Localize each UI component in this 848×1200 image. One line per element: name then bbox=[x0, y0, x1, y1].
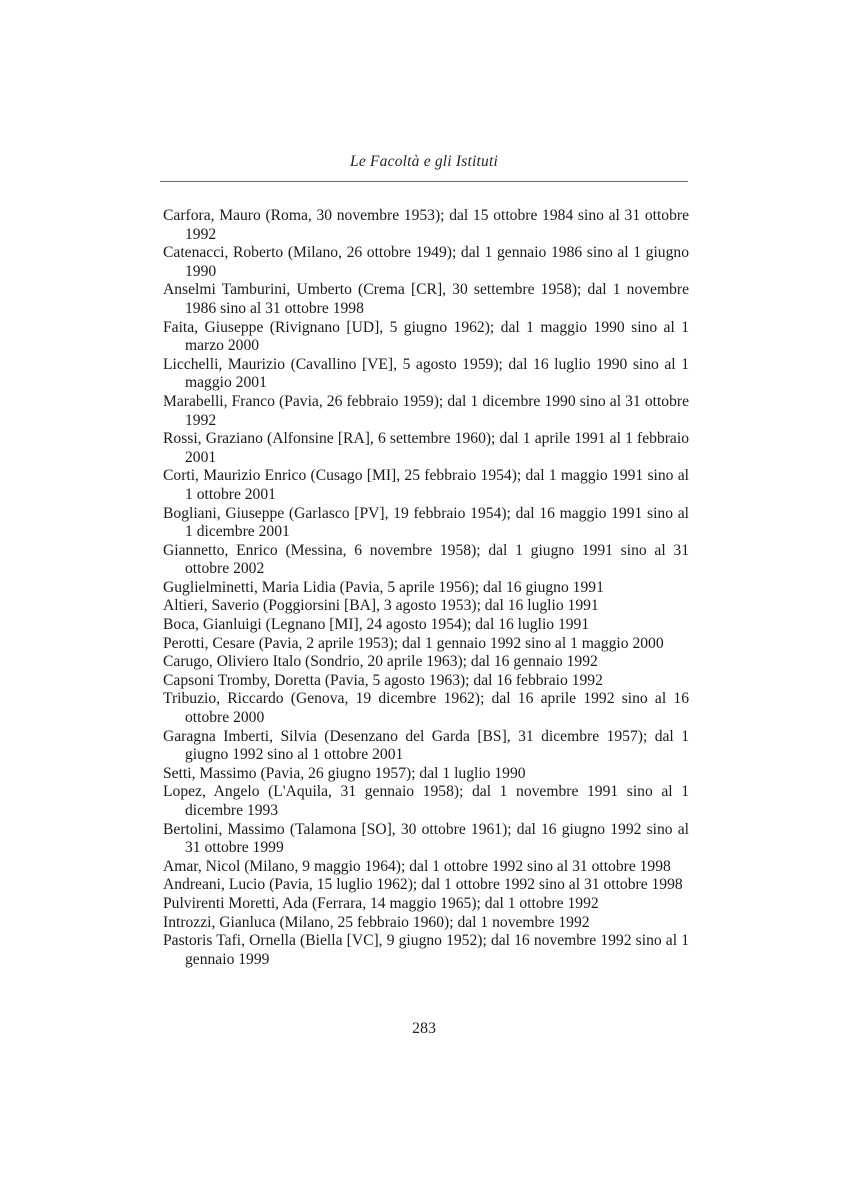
directory-entry: Carugo, Oliviero Italo (Sondrio, 20 aprile 1963); dal 16 gennaio 1992 bbox=[163, 653, 598, 671]
directory-entry: Introzzi, Gianluca (Milano, 25 febbraio 1960); dal 1 novembre 1992 bbox=[163, 913, 590, 931]
directory-entry: Giannetto, Enrico (Messina, 6 novembre 1958); dal 1 giugno 1991 sino al 31 ottobre 2002 bbox=[163, 541, 689, 578]
directory-entry: Capsoni Tromby, Doretta (Pavia, 5 agosto 1963); dal 16 febbraio 1992 bbox=[163, 671, 603, 689]
directory-entry: Boca, Gianluigi (Legnano [MI], 24 agosto 1954); dal 16 luglio 1991 bbox=[163, 616, 590, 634]
directory-entry: Rossi, Graziano (Alfonsine [RA], 6 settembre 1960); dal 1 aprile 1991 al 1 febbraio 2001 bbox=[163, 430, 689, 466]
directory-entry: Amar, Nicol (Milano, 9 maggio 1964); dal 1 ottobre 1992 sino al 31 ottobre 1998 bbox=[163, 857, 671, 875]
directory-entry: Marabelli, Franco (Pavia, 26 febbraio 1959); dal 1 dicembre 1990 sino al 31 ottobre 1992 bbox=[163, 392, 689, 429]
directory-entry: Corti, Maurizio Enrico (Cusago [MI], 25 febbraio 1954); dal 1 maggio 1991 sino al 1 ottobre 2001 bbox=[163, 467, 689, 503]
directory-entry: Altieri, Saverio (Poggiorsini [BA], 3 agosto 1953); dal 16 luglio 1991 bbox=[163, 597, 599, 615]
directory-entry: Andreani, Lucio (Pavia, 15 luglio 1962); dal 1 ottobre 1992 sino al 31 ottobre 1998 bbox=[163, 876, 683, 894]
directory-entry: Anselmi Tamburini, Umberto (Crema [CR], 30 settembre 1958); dal 1 novembre 1986 sino al 31 ottobre 1998 bbox=[163, 281, 689, 317]
directory-entry: Catenacci, Roberto (Milano, 26 ottobre 1949); dal 1 gennaio 1986 sino al 1 giugno 1990 bbox=[163, 244, 689, 280]
directory-entry: Pastoris Tafi, Ornella (Biella [VC], 9 giugno 1952); dal 16 novembre 1992 sino al 1 gennaio 1999 bbox=[163, 932, 689, 968]
directory-entry: Carfora, Mauro (Roma, 30 novembre 1953); dal 15 ottobre 1984 sino al 31 ottobre 1992 bbox=[163, 207, 689, 243]
directory-entry: Lopez, Angelo (L'Aquila, 31 gennaio 1958); dal 1 novembre 1991 sino al 1 dicembre 1993 bbox=[163, 783, 689, 819]
directory-entry: Tribuzio, Riccardo (Genova, 19 dicembre 1962); dal 16 aprile 1992 sino al 16 ottobre 2000 bbox=[163, 690, 689, 727]
page-number: 283 bbox=[412, 1020, 436, 1037]
entries-list bbox=[163, 207, 689, 969]
directory-entry: Setti, Massimo (Pavia, 26 giugno 1957); dal 1 luglio 1990 bbox=[163, 764, 526, 782]
page-footer bbox=[160, 1020, 688, 1038]
directory-entry: Garagna Imberti, Silvia (Desenzano del Garda [BS], 31 dicembre 1957); dal 1 giugno 1992 sino al 1 ottobre 2001 bbox=[163, 727, 689, 764]
directory-entry: Bogliani, Giuseppe (Garlasco [PV], 19 febbraio 1954); dal 16 maggio 1991 sino al 1 dicembre 2001 bbox=[163, 504, 689, 541]
header-rule bbox=[160, 181, 688, 182]
directory-entry: Bertolini, Massimo (Talamona [SO], 30 ottobre 1961); dal 16 giugno 1992 sino al 31 ottobre 1999 bbox=[163, 820, 689, 857]
directory-entry: Faita, Giuseppe (Rivignano [UD], 5 giugno 1962); dal 1 maggio 1990 sino al 1 marzo 2000 bbox=[163, 318, 689, 355]
directory-entry: Pulvirenti Moretti, Ada (Ferrara, 14 maggio 1965); dal 1 ottobre 1992 bbox=[163, 894, 599, 912]
directory-entry: Licchelli, Maurizio (Cavallino [VE], 5 agosto 1959); dal 16 luglio 1990 sino al 1 maggio 2001 bbox=[163, 355, 689, 392]
running-head: Le Facoltà e gli Istituti bbox=[350, 153, 498, 170]
directory-entry: Guglielminetti, Maria Lidia (Pavia, 5 aprile 1956); dal 16 giugno 1991 bbox=[163, 578, 604, 596]
directory-entry: Perotti, Cesare (Pavia, 2 aprile 1953); dal 1 gennaio 1992 sino al 1 maggio 2000 bbox=[163, 634, 664, 652]
